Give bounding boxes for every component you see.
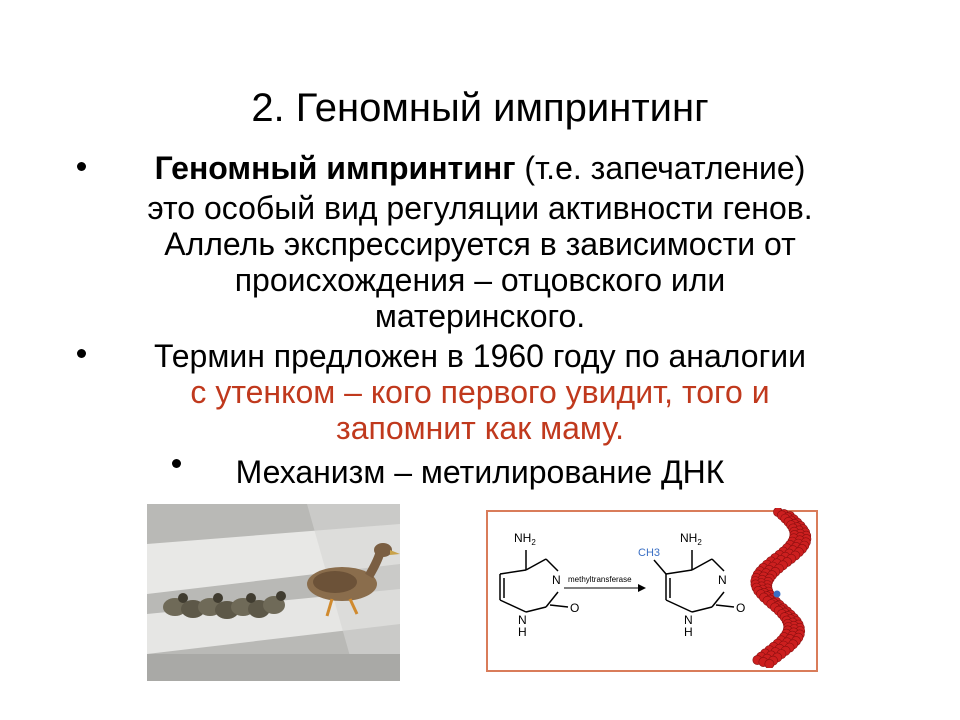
left-ring-o: O (570, 601, 580, 615)
duck-photo (147, 504, 400, 681)
dna-methyl-mark (774, 591, 781, 598)
bullet-3-line-1: Механизм – метилирование ДНК (235, 454, 725, 490)
left-nh2: $NH_2$ (514, 531, 536, 547)
right-nh2: $NH_2$ (680, 531, 702, 547)
right-ring-nh: N (684, 613, 693, 627)
methyl-group-label: CH3 (638, 547, 661, 559)
bullet-1-line-2: это особый вид регуляции активности генов. (147, 190, 813, 226)
page-title: 2. Геномный импринтинг (251, 86, 709, 130)
left-ring-nh: N (518, 613, 527, 627)
bullet-1-line-5: материнского. (374, 298, 586, 334)
bullet-2-line-1: Термин предложен в 1960 году по аналогии (153, 338, 807, 374)
right-ring-n: N (718, 573, 727, 587)
left-ring-n: N (552, 573, 561, 587)
bullet-2-line-3: запомнит как маму. (336, 410, 624, 446)
bullet-1-line-1 (0, 150, 960, 186)
bullet-1-line-3: Аллель экспрессируется в зависимости от (164, 226, 796, 262)
dna-helix-image (745, 508, 813, 668)
bullet-1-line-4: происхождения – отцовского или (234, 262, 726, 298)
right-ring-h: H (684, 625, 693, 639)
enzyme-label: methyltransferase (568, 575, 632, 584)
bullet-1-line-1-text: (т.е. запечатление) (515, 150, 806, 186)
dna-atom (765, 659, 774, 668)
bullet-2-line-2: с утенком – кого первого увидит, того и (190, 374, 770, 410)
bullet-1-bold-term: Геномный импринтинг (154, 150, 516, 186)
right-ring-o: O (736, 601, 746, 615)
reaction-arrowhead (638, 584, 646, 592)
left-ring-h: H (518, 625, 527, 639)
